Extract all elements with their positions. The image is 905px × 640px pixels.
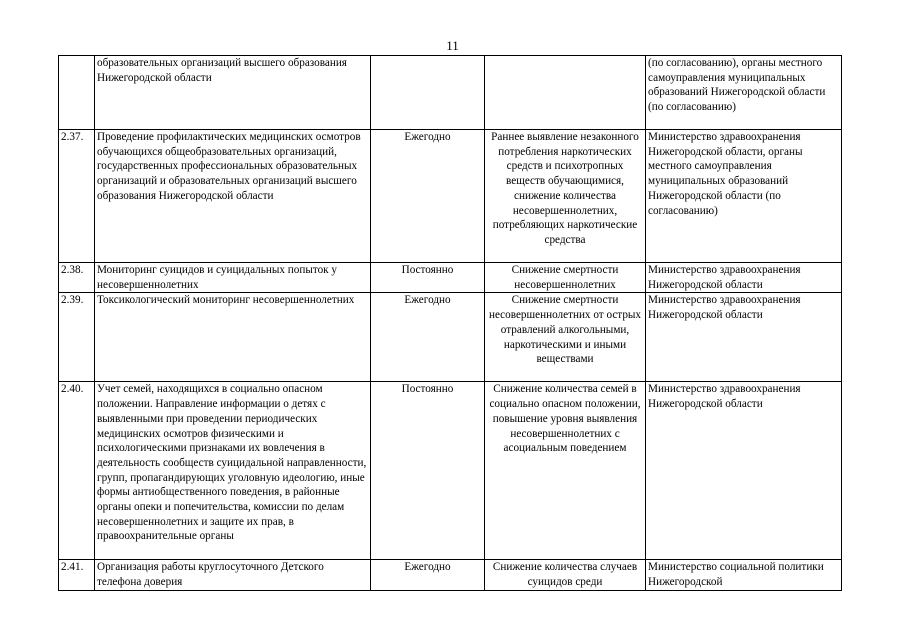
responsible-cell: (по согласованию), органы местного самоуправления муниципальных образований Нижегородской области (по согласованию) xyxy=(646,56,842,130)
measures-table xyxy=(58,55,842,591)
expected-result-cell xyxy=(485,56,646,130)
item-number-cell xyxy=(59,56,95,130)
term-cell: Постоянно xyxy=(371,263,485,293)
table-row xyxy=(59,560,842,590)
item-number-cell: 2.37. xyxy=(59,130,95,263)
item-number-cell: 2.39. xyxy=(59,293,95,382)
table-row xyxy=(59,56,842,130)
measure-description-cell: Мониторинг суицидов и суицидальных попыток у несовершеннолетних xyxy=(95,263,371,293)
measure-description-cell: Токсикологический мониторинг несовершеннолетних xyxy=(95,293,371,382)
responsible-cell: Министерство здравоохранения Нижегородской области xyxy=(646,263,842,293)
term-cell: Постоянно xyxy=(371,382,485,560)
expected-result-cell: Снижение количества случаев суицидов среди xyxy=(485,560,646,590)
measure-description-cell: Учет семей, находящихся в социально опасном положении. Направление информации о детях с выявленными при проведении периодических медицинских осмотров физическими и психологическими признаками их вовлечения в деятельность сообществ суицидальной направленности, групп, пропагандирующих уголовную идеологию, иные формы антиобщественного поведения, в районные органы опеки и попечительства, комиссии по делам несовершеннолетних и защите их прав, в правоохранительные органы xyxy=(95,382,371,560)
term-cell: Ежегодно xyxy=(371,293,485,382)
expected-result-cell: Снижение количества семей в социально опасном положении, повышение уровня выявления несовершеннолетних с асоциальным поведением xyxy=(485,382,646,560)
responsible-cell: Министерство здравоохранения Нижегородской области xyxy=(646,382,842,560)
term-cell: Ежегодно xyxy=(371,560,485,590)
measure-description-cell: образовательных организаций высшего образования Нижегородской области xyxy=(95,56,371,130)
item-number-cell: 2.41. xyxy=(59,560,95,590)
responsible-cell: Министерство здравоохранения Нижегородской области, органы местного самоуправления муниципальных образований Нижегородской области (по согласованию) xyxy=(646,130,842,263)
term-cell: Ежегодно xyxy=(371,130,485,263)
measure-description-cell: Организация работы круглосуточного Детского телефона доверия xyxy=(95,560,371,590)
table-row xyxy=(59,130,842,263)
table-row xyxy=(59,263,842,293)
item-number-cell: 2.38. xyxy=(59,263,95,293)
responsible-cell: Министерство здравоохранения Нижегородской области xyxy=(646,293,842,382)
term-cell xyxy=(371,56,485,130)
measure-description-cell: Проведение профилактических медицинских осмотров обучающихся общеобразовательных организаций, государственных профессиональных образовательных организаций и образовательных организаций высшего образования Нижегородской области xyxy=(95,130,371,263)
item-number-cell: 2.40. xyxy=(59,382,95,560)
page-number: 11 xyxy=(446,38,459,53)
expected-result-cell: Снижение смертности несовершеннолетних от острых отравлений алкогольными, наркотическими и иными веществами xyxy=(485,293,646,382)
table-row xyxy=(59,382,842,560)
responsible-cell: Министерство социальной политики Нижегородской xyxy=(646,560,842,590)
table-row xyxy=(59,293,842,382)
expected-result-cell: Снижение смертности несовершеннолетних xyxy=(485,263,646,293)
expected-result-cell: Раннее выявление незаконного потребления наркотических средств и психотропных веществ обучающимися, снижение количества несовершеннолетних, потребляющих наркотические средства xyxy=(485,130,646,263)
